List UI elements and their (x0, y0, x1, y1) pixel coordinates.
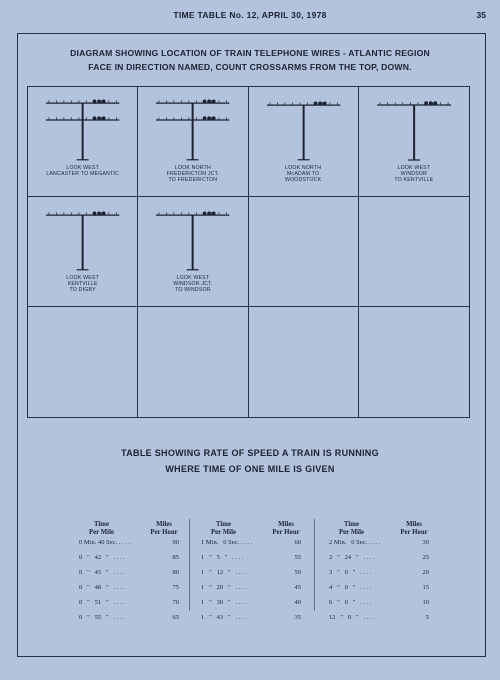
diagram-title-line-2: FACE IN DIRECTION NAMED, COUNT CROSSARMS FROM THE TOP, DOWN. (88, 62, 412, 72)
table-row (201, 539, 311, 554)
time-per-mile-value: 12 " 0 " . . . . (329, 614, 375, 621)
pole-cell (28, 197, 138, 307)
miles-per-hour-value: 50 (294, 569, 301, 576)
time-per-mile-value: 2 " 24 " . . . . (329, 554, 375, 561)
time-per-mile-value: 1 Min. 0 Sec. . . . . (201, 539, 253, 546)
miles-per-hour-value: 60 (294, 539, 301, 546)
time-per-mile-value: 6 " 0 " . . . . (329, 599, 372, 606)
pole-cell (249, 87, 359, 197)
pole-cell (249, 197, 359, 307)
miles-per-hour-value: 70 (172, 599, 179, 606)
pole-diagram-grid (27, 86, 470, 418)
pole-cell (138, 197, 248, 307)
pole-cell (28, 307, 138, 417)
table-row (79, 539, 189, 554)
time-per-mile-value: 1 " 12 " . . . . (201, 569, 247, 576)
time-per-mile-value: 0 " 42 " . . . . (79, 554, 125, 561)
speed-table-column (201, 521, 311, 629)
miles-per-hour-value: 90 (172, 539, 179, 546)
time-per-mile-value: 1 " 5 " . . . . (201, 554, 244, 561)
time-per-mile-header: Time Per Mile (339, 521, 364, 536)
time-per-mile-value: 1 " 43 " . . . . (201, 614, 247, 621)
time-per-mile-value: 0 " 55 " . . . . (79, 614, 125, 621)
miles-per-hour-header: Miles Per Hour (150, 521, 178, 536)
pole-cell (359, 197, 469, 307)
time-per-mile-value: 3 " 0 " . . . . (329, 569, 372, 576)
miles-per-hour-value: 65 (172, 614, 179, 621)
miles-per-hour-header: Miles Per Hour (272, 521, 300, 536)
time-per-mile-value: 2 Min. 0 Sec. . . . . (329, 539, 381, 546)
speed-table-header (201, 521, 311, 539)
pole-cell (138, 307, 248, 417)
pole-cell (28, 87, 138, 197)
speed-table-header (329, 521, 439, 539)
pole-direction-label: LOOK NORTH FREDERICTON JCT. TO FREDERICTON (166, 165, 220, 184)
table-row (79, 614, 189, 629)
time-per-mile-value: 1 " 20 " . . . . (201, 584, 247, 591)
time-per-mile-value: 0 " 45 " . . . . (79, 569, 125, 576)
telephone-pole-icon (28, 197, 137, 275)
miles-per-hour-value: 35 (294, 614, 301, 621)
table-row (201, 614, 311, 629)
time-per-mile-value: 0 Min. 40 Sec. . . . . (79, 539, 131, 546)
miles-per-hour-value: 85 (172, 554, 179, 561)
time-per-mile-value: 0 " 48 " . . . . (79, 584, 125, 591)
miles-per-hour-value: 30 (422, 539, 429, 546)
time-per-mile-header: Time Per Mile (89, 521, 114, 536)
miles-per-hour-header: Miles Per Hour (400, 521, 428, 536)
table-row (329, 584, 439, 599)
miles-per-hour-value: 25 (422, 554, 429, 561)
miles-per-hour-value: 55 (294, 554, 301, 561)
column-divider (189, 519, 190, 611)
pole-cell (249, 307, 359, 417)
table-row (329, 539, 439, 554)
telephone-pole-icon (138, 87, 247, 165)
column-divider (314, 519, 315, 611)
page-title: TIME TABLE No. 12, APRIL 30, 1978 (173, 10, 327, 20)
telephone-pole-icon (28, 87, 137, 165)
table-row (329, 599, 439, 614)
miles-per-hour-value: 80 (172, 569, 179, 576)
table-row (201, 569, 311, 584)
speed-table-title-line-1: TABLE SHOWING RATE OF SPEED A TRAIN IS RUNNING (121, 448, 379, 458)
table-row (79, 554, 189, 569)
table-row (79, 599, 189, 614)
telephone-pole-icon (249, 87, 358, 165)
time-per-mile-value: 0 " 51 " . . . . (79, 599, 125, 606)
diagram-title-line-1: DIAGRAM SHOWING LOCATION OF TRAIN TELEPHONE WIRES - ATLANTIC REGION (70, 48, 430, 58)
time-per-mile-value: 1 " 30 " . . . . (201, 599, 247, 606)
miles-per-hour-value: 20 (422, 569, 429, 576)
miles-per-hour-value: 45 (294, 584, 301, 591)
miles-per-hour-value: 10 (422, 599, 429, 606)
miles-per-hour-value: 15 (422, 584, 429, 591)
page-header (0, 10, 500, 26)
miles-per-hour-value: 75 (172, 584, 179, 591)
speed-table-title-line-2: WHERE TIME OF ONE MILE IS GIVEN (165, 464, 335, 474)
speed-table-header (79, 521, 189, 539)
table-row (79, 584, 189, 599)
pole-direction-label: LOOK NORTH McADAM TO WOODSTOCK (284, 165, 322, 184)
pole-cell (138, 87, 248, 197)
speed-table-column (329, 521, 439, 629)
telephone-pole-icon (359, 87, 469, 165)
miles-per-hour-value: 5 (425, 614, 429, 621)
table-row (79, 569, 189, 584)
diagram-title (0, 46, 500, 74)
telephone-pole-icon (138, 197, 247, 275)
pole-cell (359, 87, 469, 197)
miles-per-hour-value: 40 (294, 599, 301, 606)
table-row (329, 554, 439, 569)
pole-cell (359, 307, 469, 417)
time-per-mile-header: Time Per Mile (211, 521, 236, 536)
pole-direction-label: LOOK WEST LANCASTER TO MEGANTIC (46, 165, 119, 178)
page-number: 35 (476, 10, 486, 20)
speed-table-title (0, 445, 500, 477)
pole-direction-label: LOOK WEST WINDSOR JCT. TO WINDSOR (173, 275, 213, 294)
table-row (201, 599, 311, 614)
time-per-mile-value: 4 " 0 " . . . . (329, 584, 372, 591)
table-row (329, 614, 439, 629)
table-row (329, 569, 439, 584)
pole-direction-label: LOOK WEST KENTVILLE TO DIGBY (66, 275, 99, 294)
pole-direction-label: LOOK WEST WINDSOR TO KENTVILLE (394, 165, 434, 184)
table-row (201, 584, 311, 599)
table-row (201, 554, 311, 569)
speed-table-column (79, 521, 189, 629)
